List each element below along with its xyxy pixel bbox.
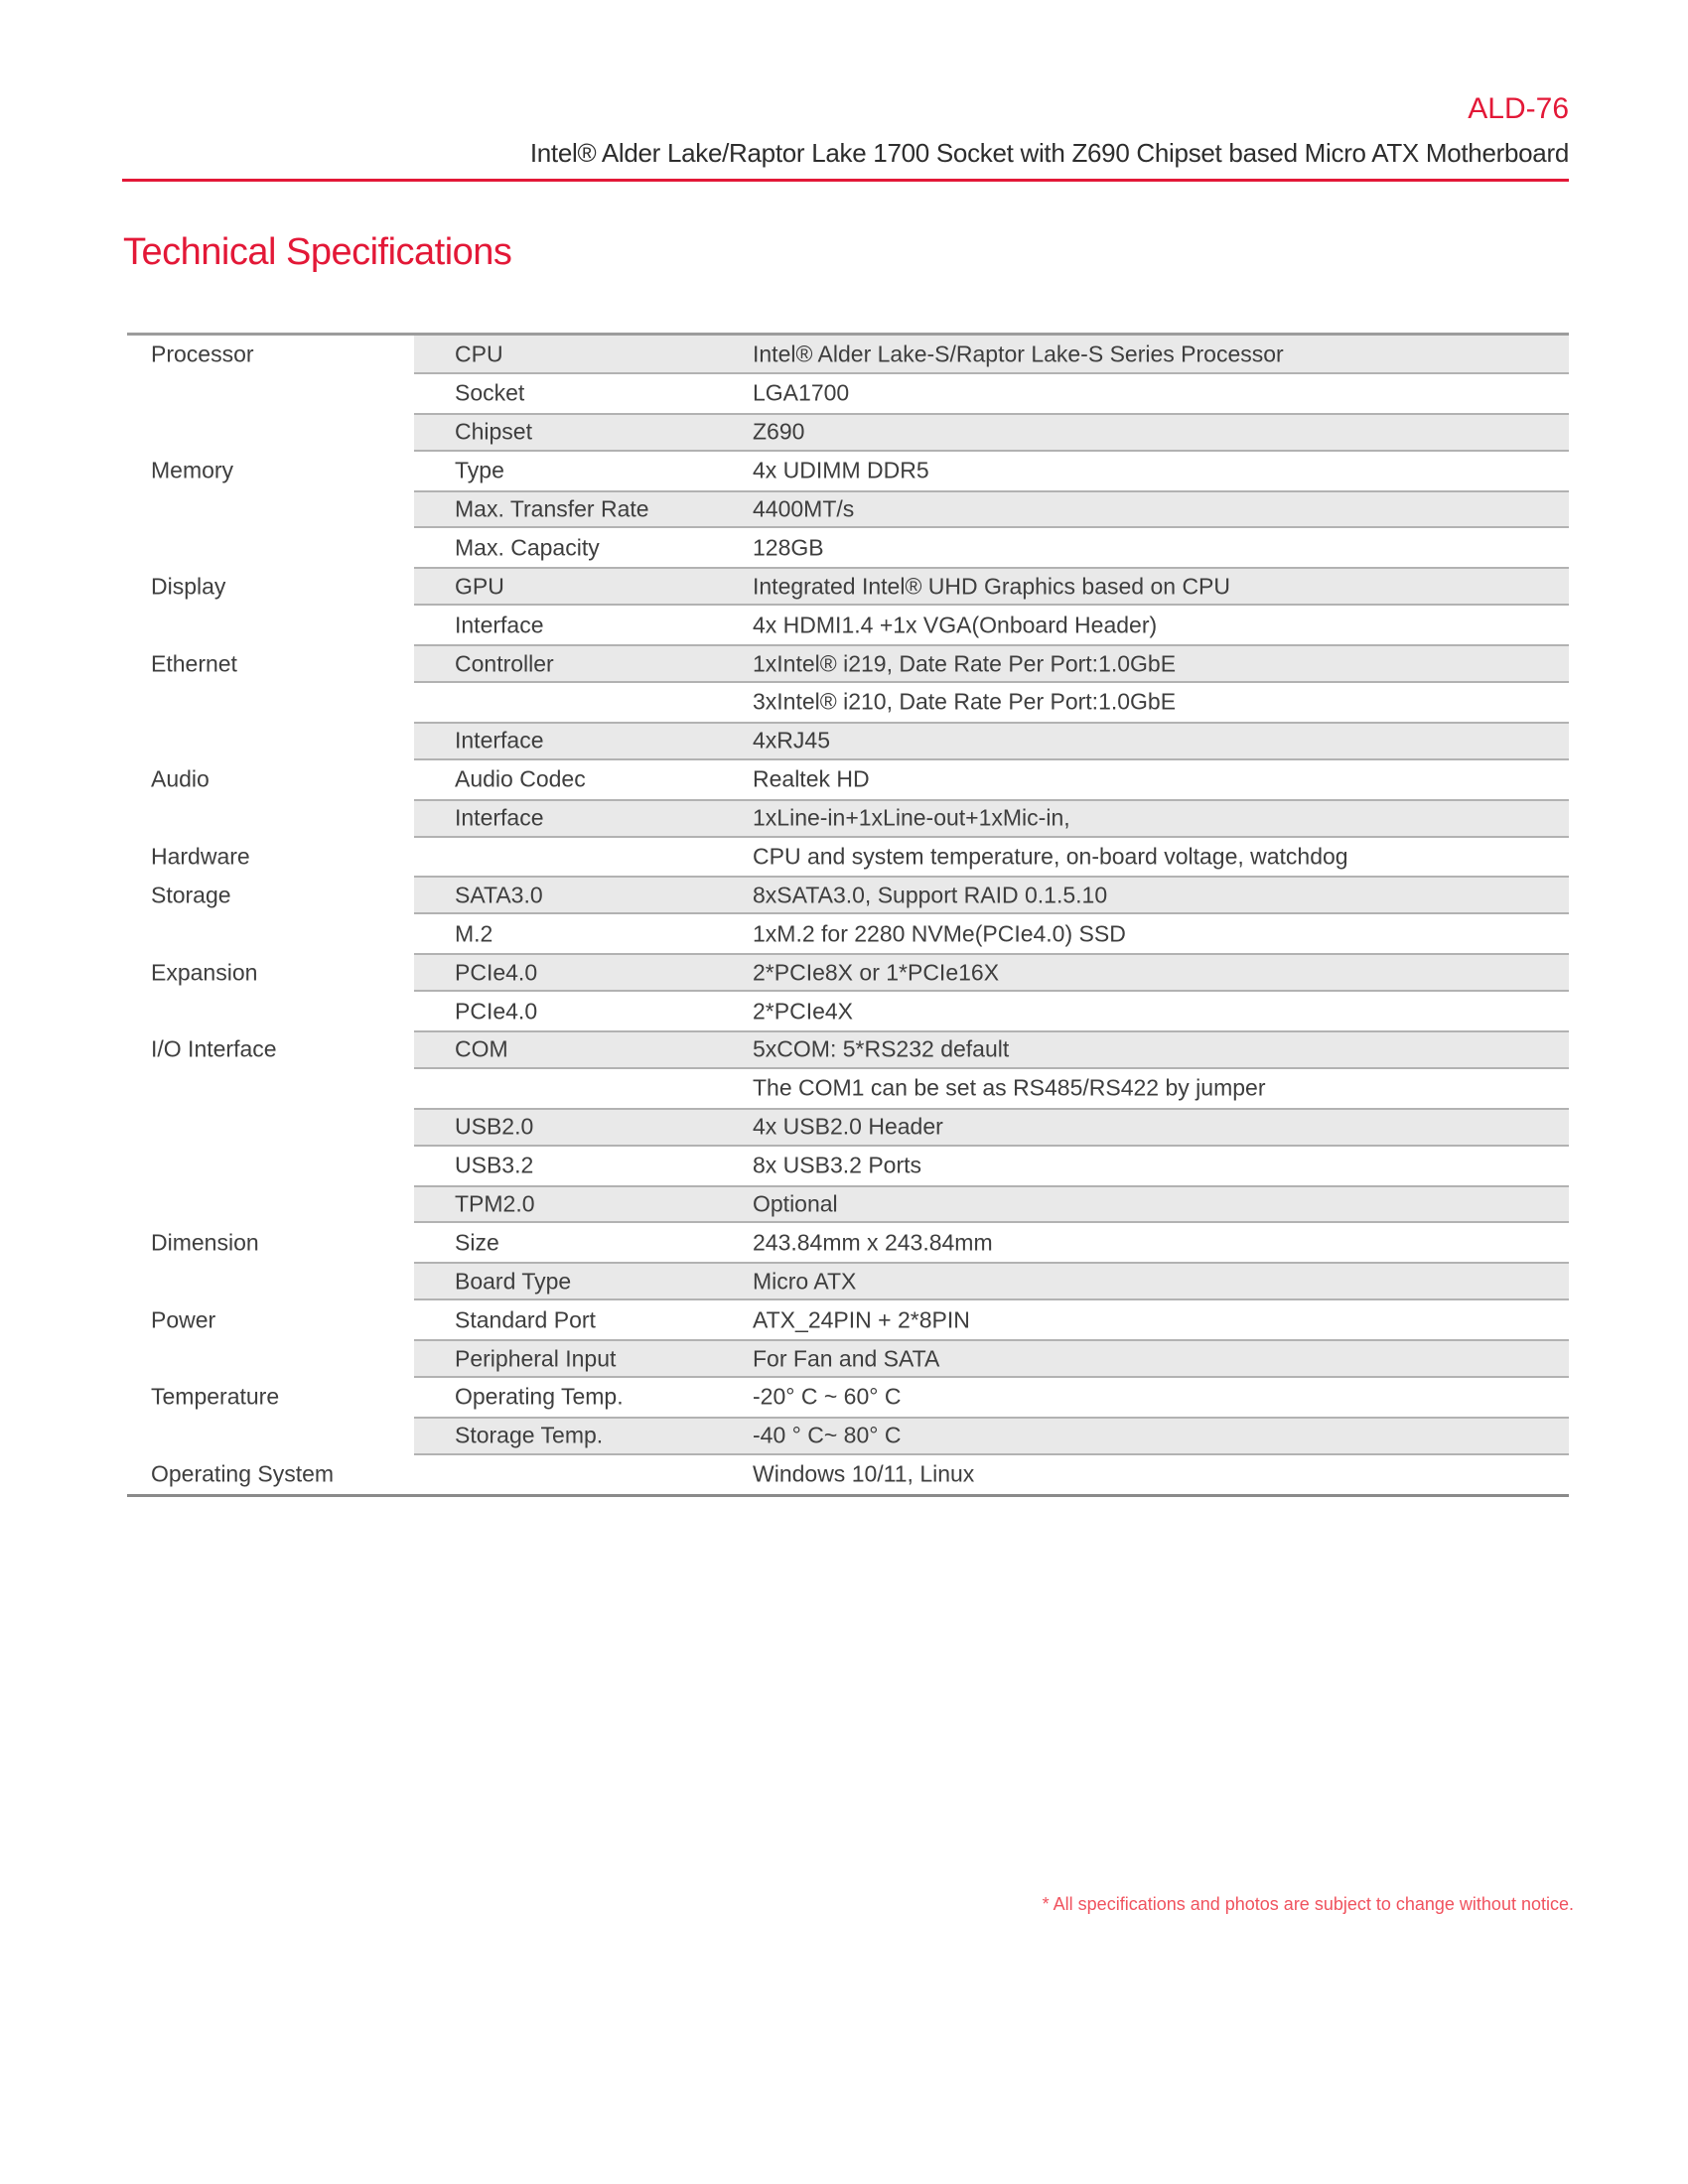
row-shade-band [414,760,1569,799]
spec-item-value: 1xM.2 for 2280 NVMe(PCIe4.0) SSD [753,920,1126,947]
row-shade-band [414,992,1569,1030]
spec-item-label: Chipset [455,418,532,445]
spec-item-value: 1xIntel® i219, Date Rate Per Port:1.0GbE [753,650,1177,677]
spec-item-value: 243.84mm x 243.84mm [753,1229,993,1256]
spec-item-value: 2*PCIe8X or 1*PCIe16X [753,959,1000,986]
spec-item-value: The COM1 can be set as RS485/RS422 by jumper [753,1074,1266,1101]
row-shade-band [414,452,1569,490]
spec-item-label: COM [455,1035,508,1062]
spec-item-label: Controller [455,650,554,677]
table-row [127,722,1569,760]
spec-item-label: Interface [455,804,544,831]
row-shade-band [414,1262,1569,1300]
table-row [127,1339,1569,1378]
spec-item-label: Peripheral Input [455,1345,617,1372]
spec-category: Display [151,573,226,600]
spec-item-label: M.2 [455,920,493,947]
section-title: Technical Specifications [123,231,512,273]
row-shade-band [414,1147,1569,1185]
spec-table [127,333,1569,1497]
spec-category: Hardware [151,843,250,870]
spec-item-value: -20° C ~ 60° C [753,1383,902,1410]
spec-category: Operating System [151,1460,335,1487]
table-row [127,992,1569,1030]
table-row [127,336,1569,374]
spec-item-value: 8xSATA3.0, Support RAID 0.1.5.10 [753,882,1108,908]
spec-item-value: For Fan and SATA [753,1345,940,1372]
row-shade-band [414,1108,1569,1147]
table-row [127,413,1569,452]
spec-item-value: Integrated Intel® UHD Graphics based on CPU [753,573,1231,600]
table-row [127,1262,1569,1300]
spec-item-value: ATX_24PIN + 2*8PIN [753,1306,970,1333]
table-row [127,838,1569,877]
spec-item-label: CPU [455,341,503,367]
spec-item-label: SATA3.0 [455,882,543,908]
table-row [127,490,1569,529]
spec-category: Storage [151,882,231,908]
spec-item-value: 5xCOM: 5*RS232 default [753,1035,1010,1062]
table-row [127,799,1569,838]
row-shade-band [414,1185,1569,1224]
table-row [127,914,1569,953]
spec-item-label: Socket [455,379,525,406]
spec-category: Audio [151,765,210,792]
row-shade-band [414,374,1569,413]
model-number: ALD-76 [1468,92,1569,125]
spec-item-value: 4x UDIMM DDR5 [753,457,929,483]
table-row [127,1455,1569,1494]
spec-item-value: 4x HDMI1.4 +1x VGA(Onboard Header) [753,612,1158,638]
table-row [127,1223,1569,1262]
spec-item-value: 4400MT/s [753,495,855,522]
table-row [127,644,1569,683]
spec-item-label: Standard Port [455,1306,596,1333]
spec-item-value: CPU and system temperature, on-board voltage, watchdog [753,843,1348,870]
spec-item-value: Intel® Alder Lake-S/Raptor Lake-S Series Processor [753,341,1284,367]
spec-item-label: USB3.2 [455,1152,534,1178]
table-row [127,374,1569,413]
table-row [127,1147,1569,1185]
spec-item-value: Windows 10/11, Linux [753,1460,975,1487]
spec-item-value: 2*PCIe4X [753,998,854,1024]
spec-item-value: 1xLine-in+1xLine-out+1xMic-in, [753,804,1070,831]
table-row [127,1378,1569,1417]
header-rule-divider [122,179,1569,182]
table-row [127,1417,1569,1455]
document-header-title: Intel® Alder Lake/Raptor Lake 1700 Socket with Z690 Chipset based Micro ATX Motherboard [529,138,1569,168]
spec-item-value: LGA1700 [753,379,850,406]
spec-item-label: Size [455,1229,499,1256]
table-row [127,760,1569,799]
spec-item-label: Interface [455,727,544,753]
table-row [127,953,1569,992]
table-row [127,1185,1569,1224]
spec-item-label: Operating Temp. [455,1383,624,1410]
spec-item-value: -40 ° C~ 80° C [753,1422,902,1448]
spec-item-value: 4x USB2.0 Header [753,1113,943,1140]
spec-item-label: Type [455,457,504,483]
table-row [127,1030,1569,1069]
spec-item-label: Board Type [455,1268,572,1295]
table-row [127,1108,1569,1147]
spec-item-label: Interface [455,612,544,638]
spec-category: Expansion [151,959,258,986]
spec-item-value: 3xIntel® i210, Date Rate Per Port:1.0GbE [753,688,1177,715]
table-row [127,567,1569,606]
spec-item-value: Z690 [753,418,805,445]
row-shade-band [414,413,1569,452]
table-row [127,1069,1569,1108]
spec-item-label: Audio Codec [455,765,586,792]
spec-item-value: Realtek HD [753,765,870,792]
table-row [127,683,1569,722]
spec-item-label: GPU [455,573,504,600]
spec-item-label: PCIe4.0 [455,959,538,986]
spec-category: Memory [151,457,234,483]
table-row [127,606,1569,644]
spec-item-label: Max. Capacity [455,534,600,561]
spec-item-value: Optional [753,1190,838,1217]
spec-category: I/O Interface [151,1035,277,1062]
spec-item-value: 128GB [753,534,824,561]
footnote-disclaimer: * All specifications and photos are subject to change without notice. [1042,1894,1574,1914]
spec-item-label: PCIe4.0 [455,998,538,1024]
row-shade-band [414,722,1569,760]
spec-item-label: Storage Temp. [455,1422,604,1448]
spec-item-value: Micro ATX [753,1268,857,1295]
spec-category: Temperature [151,1383,280,1410]
table-row [127,1300,1569,1339]
table-row [127,452,1569,490]
table-row [127,876,1569,914]
spec-category: Ethernet [151,650,237,677]
spec-category: Dimension [151,1229,259,1256]
spec-category: Power [151,1306,216,1333]
spec-item-value: 8x USB3.2 Ports [753,1152,922,1178]
spec-category: Processor [151,341,254,367]
table-row [127,528,1569,567]
spec-item-value: 4xRJ45 [753,727,830,753]
spec-item-label: USB2.0 [455,1113,534,1140]
row-shade-band [414,1455,1569,1494]
spec-item-label: Max. Transfer Rate [455,495,649,522]
spec-item-label: TPM2.0 [455,1190,535,1217]
